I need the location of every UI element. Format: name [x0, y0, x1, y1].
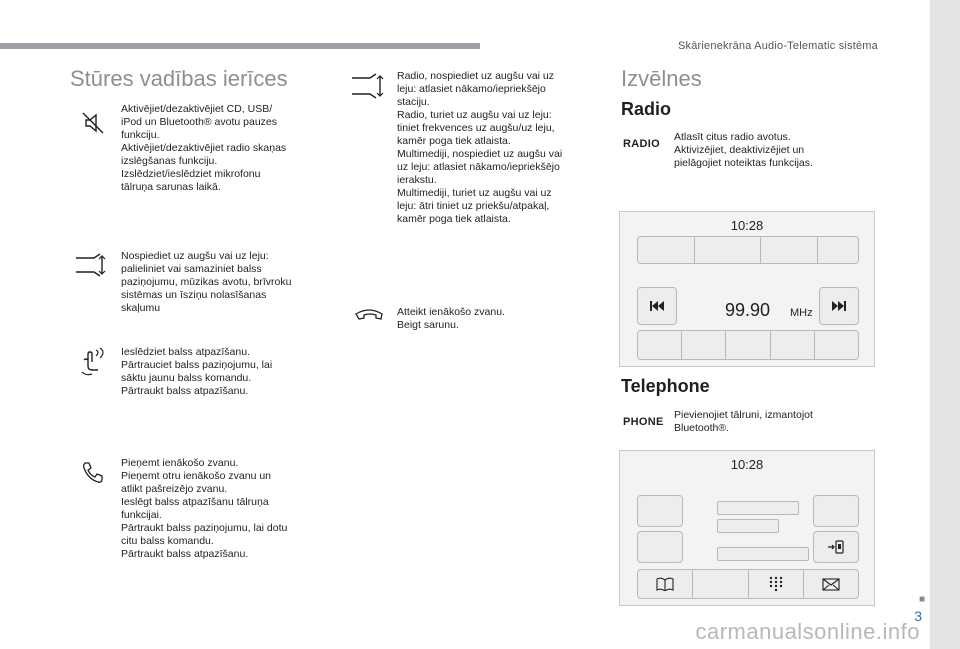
thumbwheel-icon: [350, 72, 386, 100]
connect-phone-button[interactable]: [813, 531, 859, 563]
preset-slot[interactable]: [694, 237, 759, 263]
continuation-marker: ■: [918, 594, 925, 605]
clock-readout: 10:28: [730, 457, 764, 472]
telephone-heading: Telephone: [621, 376, 710, 396]
contacts-button[interactable]: [638, 570, 692, 598]
radio-button-label: RADIO: [623, 138, 660, 150]
radio-description: Atlasīt citus radio avotus. Aktivizējiet, deaktivizējiet un pielāgojiet noteiktas funkcijas.: [674, 131, 813, 169]
phone-answer-icon: [80, 460, 106, 486]
section-heading-steering-controls: Stūres vadības ierīces: [70, 66, 288, 91]
keypad-button[interactable]: [748, 570, 803, 598]
page-number: 3: [914, 608, 922, 624]
answer-description: Pieņemt ienākošo zvanu. Pieņemt otru ienākošo zvanu un atlikt pašreizējo zvanu. Ieslēgt balss atpazīšanu tālruņa funkcijai. Pārtraukt balss paziņojumu, lai dotu citu balss komandu. Pārtraukt balss atpazīšanu.: [121, 457, 288, 560]
running-header: Skārienekrāna Audio-Telematic sistēma: [678, 40, 878, 52]
phone-display-field: [717, 501, 799, 515]
seek-forward-button[interactable]: [819, 287, 859, 325]
frequency-unit: MHz: [790, 307, 813, 319]
voice-description: Ieslēdziet balss atpazīšanu. Pārtrauciet balss paziņojumu, lai sāktu jaunu balss komandu. Pārtraukt balss atpazīšanu.: [121, 346, 273, 397]
keypad-icon: [769, 576, 783, 592]
skip-back-icon: [649, 300, 665, 312]
connect-phone-icon: [827, 539, 845, 555]
preset-button[interactable]: [638, 331, 681, 359]
radio-screen: [619, 211, 875, 367]
frequency-readout: 99.90: [725, 300, 771, 320]
seek-back-button[interactable]: [637, 287, 677, 325]
skip-forward-icon: [831, 300, 847, 312]
preset-button[interactable]: [814, 331, 858, 359]
preset-slot[interactable]: [817, 237, 858, 263]
mute-icon: [80, 110, 106, 136]
preset-button[interactable]: [770, 331, 814, 359]
preset-slot[interactable]: [760, 237, 817, 263]
preset-slot[interactable]: [638, 237, 694, 263]
phone-display-field: [717, 519, 779, 533]
phone-hangup-icon: [354, 306, 384, 326]
mute-description: Aktivējiet/dezaktivējiet CD, USB/ iPod un Bluetooth® avotu pauzes funkciju. Aktivējiet/dezaktivējiet radio skaņas izslēgšanas funkciju. Izslēdziet/ieslēdziet mikrofonu tālruņa sarunas laikā.: [121, 103, 287, 193]
header-rule: [0, 43, 480, 49]
preset-button[interactable]: [725, 331, 769, 359]
volume-rocker-icon: [74, 252, 110, 278]
clock-readout: 10:28: [730, 218, 764, 233]
phone-button-label: PHONE: [623, 416, 664, 428]
hangup-description: Atteikt ienākošo zvanu. Beigt sarunu.: [397, 306, 505, 331]
watermark: carmanualsonline.info: [695, 619, 920, 644]
phone-side-button[interactable]: [637, 531, 683, 563]
envelope-icon: [822, 578, 840, 591]
phone-side-button[interactable]: [813, 495, 859, 527]
call-log-button[interactable]: [692, 570, 747, 598]
radio-heading: Radio: [621, 99, 672, 119]
messages-button[interactable]: [803, 570, 858, 598]
phone-screen: [619, 450, 875, 606]
thumbwheel-description: Radio, nospiediet uz augšu vai uz leju: atlasiet nākamo/iepriekšējo staciju. Radio, turiet uz augšu vai uz leju: tiniet frekvences uz augšu/uz leju, kamēr poga tiek atlaista. Multimediji, nospiediet uz augšu vai uz leju: atlasiet nākamo/iepriekšējo ierakstu. Multimediji, turiet uz augšu vai uz leju: ātri tiniet uz priekšu/atpakaļ, kamēr poga tiek atlaista.: [397, 70, 563, 225]
phone-function-row: [637, 569, 859, 599]
volume-description: Nospiediet uz augšu vai uz leju: palieliniet vai samaziniet balss paziņojumu, mūzikas avotu, brīvroku sistēmas un īsziņu nolasīšanas skaļumu: [121, 250, 292, 314]
preset-button[interactable]: [681, 331, 725, 359]
contacts-book-icon: [656, 577, 674, 591]
radio-top-bar: [637, 236, 859, 264]
voice-command-icon: [78, 346, 106, 378]
page-edge-bar: [930, 0, 960, 649]
phone-display-field: [717, 547, 809, 561]
telephone-description: Pievienojiet tālruni, izmantojot Bluetooth®.: [674, 409, 813, 434]
phone-side-button[interactable]: [637, 495, 683, 527]
section-heading-menus: Izvēlnes: [621, 66, 702, 91]
radio-preset-row: [637, 330, 859, 360]
